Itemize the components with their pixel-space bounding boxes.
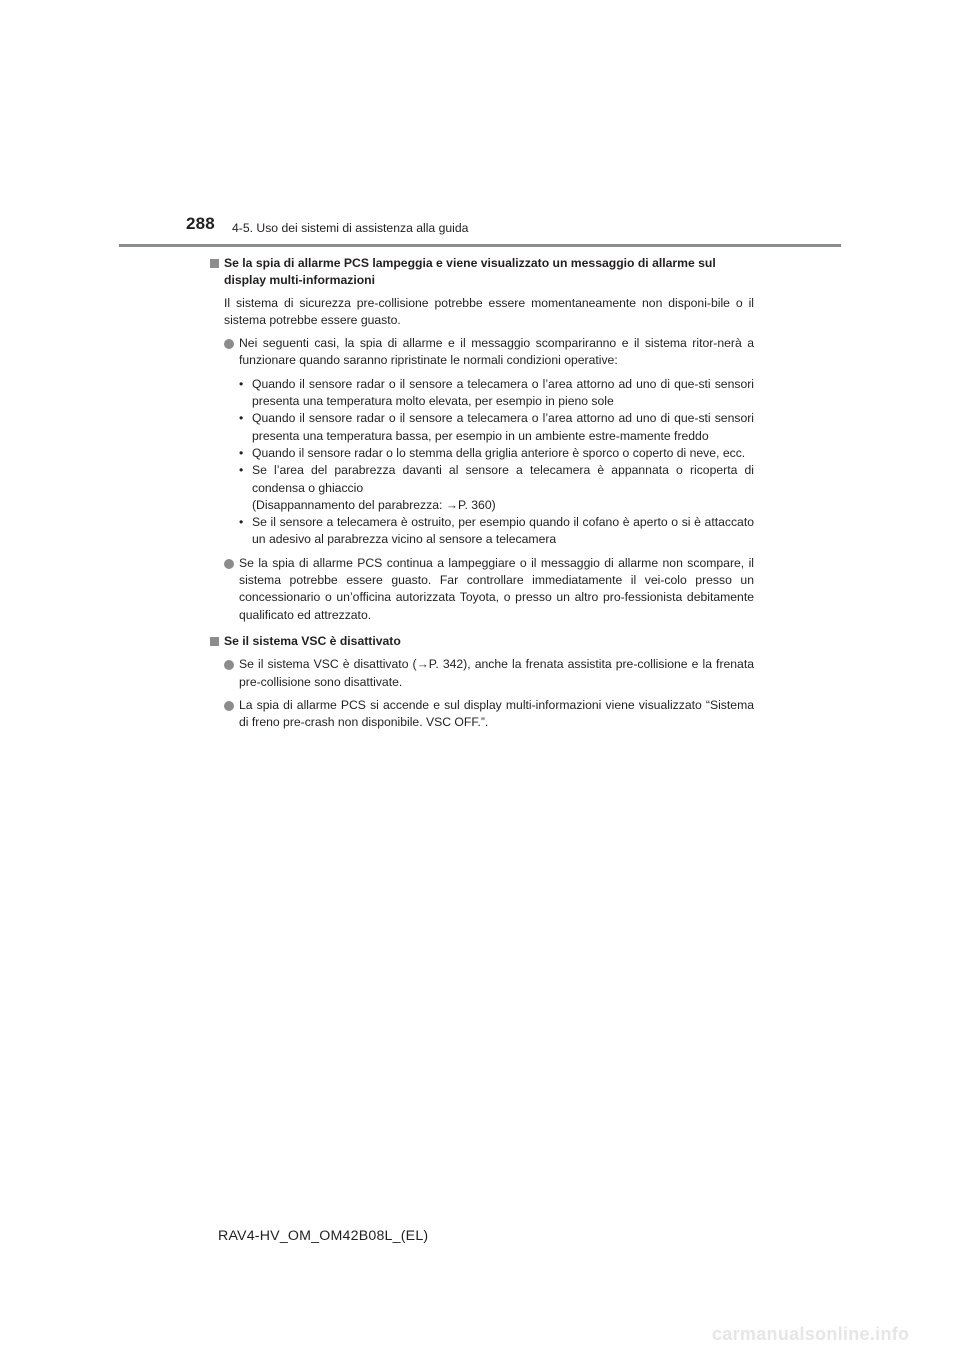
section-heading-text: Se il sistema VSC è disattivato bbox=[224, 633, 401, 648]
section-paragraph: Il sistema di sicurezza pre-collisione potrebbe essere momentaneamente non disponi-bile o il sistema potrebbe essere guasto. bbox=[224, 295, 754, 327]
circle-bullet-icon bbox=[224, 660, 234, 670]
section-heading bbox=[210, 255, 754, 290]
bullet-glyph: • bbox=[239, 463, 244, 478]
dot-list-item bbox=[224, 335, 754, 370]
circle-bullet-icon bbox=[224, 339, 234, 349]
dot-list-item bbox=[224, 697, 754, 732]
dot-list-item-text: La spia di allarme PCS si accende e sul display multi-informazioni viene visualizzato “Sistema di freno pre-crash non disponibile. VSC OFF.”. bbox=[239, 697, 754, 730]
dot-list-item-text: Nei seguenti casi, la spia di allarme e il messaggio scompariranno e il sistema ritor-nerà a funzionare quando saranno ripristinate le normali condizioni operative: bbox=[239, 336, 754, 368]
header-rule bbox=[119, 244, 841, 247]
bullet-item-text: Se l’area del parabrezza davanti al sensore a telecamera è appannata o ricoperta di condensa o ghiaccio bbox=[252, 463, 754, 495]
dot-list-item bbox=[224, 555, 754, 624]
dot-list-item bbox=[224, 656, 754, 691]
bullet-glyph: • bbox=[239, 445, 244, 460]
bullet-item bbox=[239, 462, 754, 514]
bullet-list bbox=[239, 376, 754, 549]
bullet-item-text: Quando il sensore radar o lo stemma della griglia anteriore è sporco o coperto di neve, ecc. bbox=[252, 445, 746, 460]
bullet-item-text: Se il sensore a telecamera è ostruito, per esempio quando il cofano è aperto o si è attaccato un adesivo al parabrezza vicino al sensore a telecamera bbox=[252, 515, 754, 547]
page-content bbox=[210, 255, 754, 736]
bullet-item-text: Quando il sensore radar o il sensore a telecamera o l’area attorno ad uno di que-sti sensori presenta una temperatura molto elevata, per esempio in pieno sole bbox=[252, 376, 754, 409]
page-reference: (Disappannamento del parabrezza: →P. 360) bbox=[252, 497, 496, 512]
dot-list-item-text: Se la spia di allarme PCS continua a lampeggiare o il messaggio di allarme non scompare, il sistema potrebbe essere guasto. Far controllare immediatamente il vei-colo presso un concessionario o un’officina autorizzata Toyota, o presso un altro pro-fessionista debitamente qualificato ed attrezzato. bbox=[239, 555, 754, 622]
square-bullet-icon bbox=[210, 259, 219, 268]
bullet-item bbox=[239, 410, 754, 445]
bullet-glyph: • bbox=[239, 515, 244, 530]
bullet-item bbox=[239, 376, 754, 411]
circle-bullet-icon bbox=[224, 559, 234, 569]
dot-list-item-text: Se il sistema VSC è disattivato (→P. 342), anche la frenata assistita pre-collisione e la frenata pre-collisione sono disattivate. bbox=[239, 657, 754, 689]
watermark: carmanualsonline.info bbox=[712, 1324, 910, 1344]
bullet-glyph: • bbox=[239, 376, 244, 391]
page-number: 288 bbox=[186, 214, 215, 233]
section-heading bbox=[210, 633, 754, 650]
circle-bullet-icon bbox=[224, 701, 234, 711]
section-heading-text: Se la spia di allarme PCS lampeggia e viene visualizzato un messaggio di allarme sul display multi-informazioni bbox=[224, 256, 716, 288]
bullet-item bbox=[239, 445, 754, 462]
footer-doc-code: RAV4-HV_OM_OM42B08L_(EL) bbox=[218, 1228, 429, 1244]
bullet-item bbox=[239, 514, 754, 549]
bullet-item-text: Quando il sensore radar o il sensore a telecamera o l’area attorno ad uno di que-sti sensori presenta una temperatura bassa, per esempio in un ambiente estre-mamente freddo bbox=[252, 411, 754, 443]
bullet-glyph: • bbox=[239, 411, 244, 426]
section-title: 4-5. Uso dei sistemi di assistenza alla guida bbox=[232, 221, 469, 235]
square-bullet-icon bbox=[210, 637, 219, 646]
